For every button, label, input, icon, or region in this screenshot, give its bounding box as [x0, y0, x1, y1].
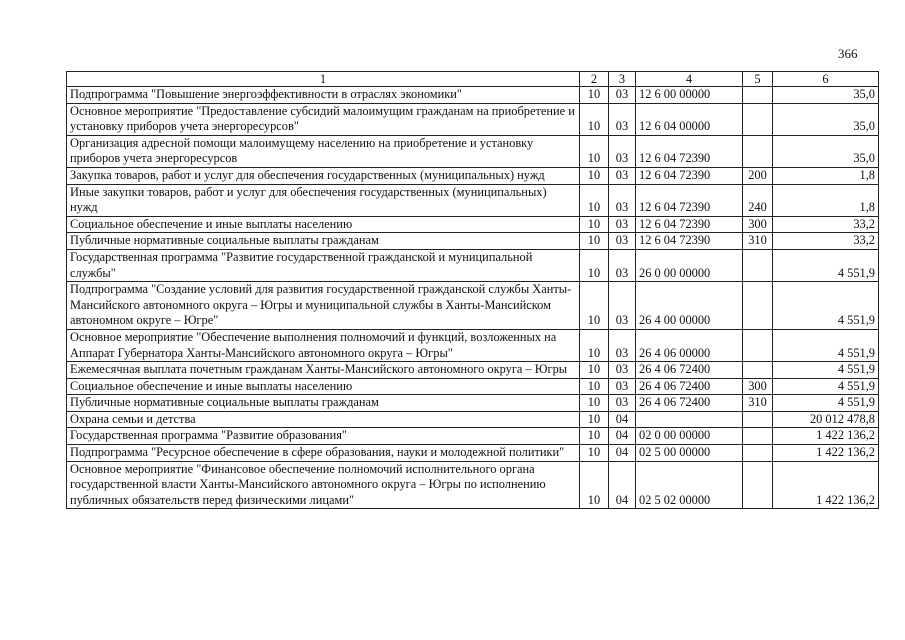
row-amount: 4 551,9 [773, 378, 879, 395]
row-target-article: 12 6 04 00000 [636, 103, 743, 135]
column-header: 1 [67, 72, 580, 87]
row-section: 10 [580, 395, 609, 412]
row-expense-type [743, 135, 773, 167]
row-subsection: 03 [609, 282, 636, 330]
row-expense-type [743, 461, 773, 509]
row-expense-type: 200 [743, 167, 773, 184]
table-row [67, 167, 879, 184]
row-expense-type [743, 103, 773, 135]
row-target-article: 12 6 00 00000 [636, 87, 743, 104]
row-section: 10 [580, 184, 609, 216]
column-header: 5 [743, 72, 773, 87]
row-amount: 1,8 [773, 167, 879, 184]
row-expense-type: 310 [743, 395, 773, 412]
row-amount: 35,0 [773, 135, 879, 167]
row-section: 10 [580, 216, 609, 233]
row-name: Охрана семьи и детства [67, 411, 580, 428]
row-target-article: 26 4 00 00000 [636, 282, 743, 330]
row-expense-type [743, 249, 773, 281]
table-row [67, 103, 879, 135]
row-target-article: 12 6 04 72390 [636, 184, 743, 216]
row-name: Социальное обеспечение и иные выплаты населению [67, 378, 580, 395]
table-row [67, 411, 879, 428]
row-amount: 1 422 136,2 [773, 445, 879, 462]
row-expense-type: 300 [743, 378, 773, 395]
row-section: 10 [580, 362, 609, 379]
table-row [67, 428, 879, 445]
row-section: 10 [580, 411, 609, 428]
row-name: Закупка товаров, работ и услуг для обеспечения государственных (муниципальных) нужд [67, 167, 580, 184]
row-amount: 1 422 136,2 [773, 461, 879, 509]
row-section: 10 [580, 461, 609, 509]
row-name: Основное мероприятие "Финансовое обеспечение полномочий исполнительного органа государственной власти Ханты-Мансийского автономного округа – Югры по исполнению публичных обязательств перед физическими лицами" [67, 461, 580, 509]
row-name: Основное мероприятие "Предоставление субсидий малоимущим гражданам на приобретение и установку приборов учета энергоресурсов" [67, 103, 580, 135]
table-row [67, 362, 879, 379]
row-name: Публичные нормативные социальные выплаты гражданам [67, 233, 580, 250]
row-amount: 1 422 136,2 [773, 428, 879, 445]
row-subsection: 03 [609, 87, 636, 104]
table-row [67, 445, 879, 462]
row-name: Государственная программа "Развитие государственной гражданской и муниципальной службы" [67, 249, 580, 281]
row-amount: 4 551,9 [773, 395, 879, 412]
row-name: Организация адресной помощи малоимущему населению на приобретение и установку приборов учета энергоресурсов [67, 135, 580, 167]
row-target-article: 26 4 06 72400 [636, 362, 743, 379]
budget-table [66, 71, 879, 509]
row-amount: 1,8 [773, 184, 879, 216]
row-name: Подпрограмма "Создание условий для развития государственной гражданской службы Ханты-Мансийского автономного округа – Югры и муниципальной службы в Ханты-Мансийском автономном округе – Югре" [67, 282, 580, 330]
row-amount: 4 551,9 [773, 249, 879, 281]
row-subsection: 03 [609, 216, 636, 233]
row-name: Основное мероприятие "Обеспечение выполнения полномочий и функций, возложенных на Аппарат Губернатора Ханты-Мансийского автономного округа – Югры" [67, 329, 580, 361]
row-subsection: 04 [609, 461, 636, 509]
row-subsection: 03 [609, 378, 636, 395]
row-target-article: 02 5 02 00000 [636, 461, 743, 509]
table-row [67, 135, 879, 167]
column-header: 3 [609, 72, 636, 87]
row-subsection: 03 [609, 249, 636, 281]
table-row [67, 461, 879, 509]
column-header: 6 [773, 72, 879, 87]
row-target-article: 26 4 06 72400 [636, 378, 743, 395]
table-row [67, 233, 879, 250]
row-subsection: 04 [609, 445, 636, 462]
row-name: Подпрограмма "Ресурсное обеспечение в сфере образования, науки и молодежной политики" [67, 445, 580, 462]
row-target-article: 12 6 04 72390 [636, 135, 743, 167]
table-row [67, 395, 879, 412]
row-subsection: 03 [609, 184, 636, 216]
row-target-article: 12 6 04 72390 [636, 233, 743, 250]
row-target-article: 02 0 00 00000 [636, 428, 743, 445]
row-amount: 35,0 [773, 103, 879, 135]
row-section: 10 [580, 103, 609, 135]
table-row [67, 249, 879, 281]
row-subsection: 03 [609, 329, 636, 361]
row-subsection: 03 [609, 362, 636, 379]
row-amount: 33,2 [773, 233, 879, 250]
table-row [67, 87, 879, 104]
row-subsection: 03 [609, 167, 636, 184]
column-header: 2 [580, 72, 609, 87]
row-expense-type [743, 282, 773, 330]
row-expense-type [743, 428, 773, 445]
row-section: 10 [580, 167, 609, 184]
row-subsection: 03 [609, 395, 636, 412]
row-section: 10 [580, 329, 609, 361]
row-expense-type [743, 411, 773, 428]
row-subsection: 04 [609, 428, 636, 445]
row-target-article: 12 6 04 72390 [636, 167, 743, 184]
row-expense-type: 310 [743, 233, 773, 250]
row-expense-type: 300 [743, 216, 773, 233]
row-name: Социальное обеспечение и иные выплаты населению [67, 216, 580, 233]
row-name: Иные закупки товаров, работ и услуг для обеспечения государственных (муниципальных) нужд [67, 184, 580, 216]
row-section: 10 [580, 135, 609, 167]
page-number: 366 [838, 46, 858, 61]
row-section: 10 [580, 233, 609, 250]
row-amount: 33,2 [773, 216, 879, 233]
row-amount: 4 551,9 [773, 329, 879, 361]
row-subsection: 04 [609, 411, 636, 428]
row-section: 10 [580, 282, 609, 330]
table-row [67, 216, 879, 233]
row-expense-type [743, 445, 773, 462]
row-amount: 35,0 [773, 87, 879, 104]
row-name: Подпрограмма "Повышение энергоэффективности в отраслях экономики" [67, 87, 580, 104]
row-target-article [636, 411, 743, 428]
row-subsection: 03 [609, 135, 636, 167]
row-amount: 4 551,9 [773, 362, 879, 379]
row-name: Государственная программа "Развитие образования" [67, 428, 580, 445]
row-subsection: 03 [609, 103, 636, 135]
row-expense-type [743, 329, 773, 361]
row-section: 10 [580, 378, 609, 395]
row-section: 10 [580, 87, 609, 104]
row-subsection: 03 [609, 233, 636, 250]
row-target-article: 26 0 00 00000 [636, 249, 743, 281]
row-section: 10 [580, 249, 609, 281]
row-expense-type: 240 [743, 184, 773, 216]
row-target-article: 26 4 06 72400 [636, 395, 743, 412]
table-row [67, 378, 879, 395]
row-target-article: 26 4 06 00000 [636, 329, 743, 361]
column-header: 4 [636, 72, 743, 87]
row-name: Ежемесячная выплата почетным гражданам Ханты-Мансийского автономного округа – Югры [67, 362, 580, 379]
table-row [67, 329, 879, 361]
row-amount: 4 551,9 [773, 282, 879, 330]
header-row [67, 72, 879, 87]
row-name: Публичные нормативные социальные выплаты гражданам [67, 395, 580, 412]
row-section: 10 [580, 445, 609, 462]
row-target-article: 02 5 00 00000 [636, 445, 743, 462]
row-target-article: 12 6 04 72390 [636, 216, 743, 233]
table-row [67, 282, 879, 330]
row-expense-type [743, 87, 773, 104]
row-amount: 20 012 478,8 [773, 411, 879, 428]
row-expense-type [743, 362, 773, 379]
table-row [67, 184, 879, 216]
row-section: 10 [580, 428, 609, 445]
